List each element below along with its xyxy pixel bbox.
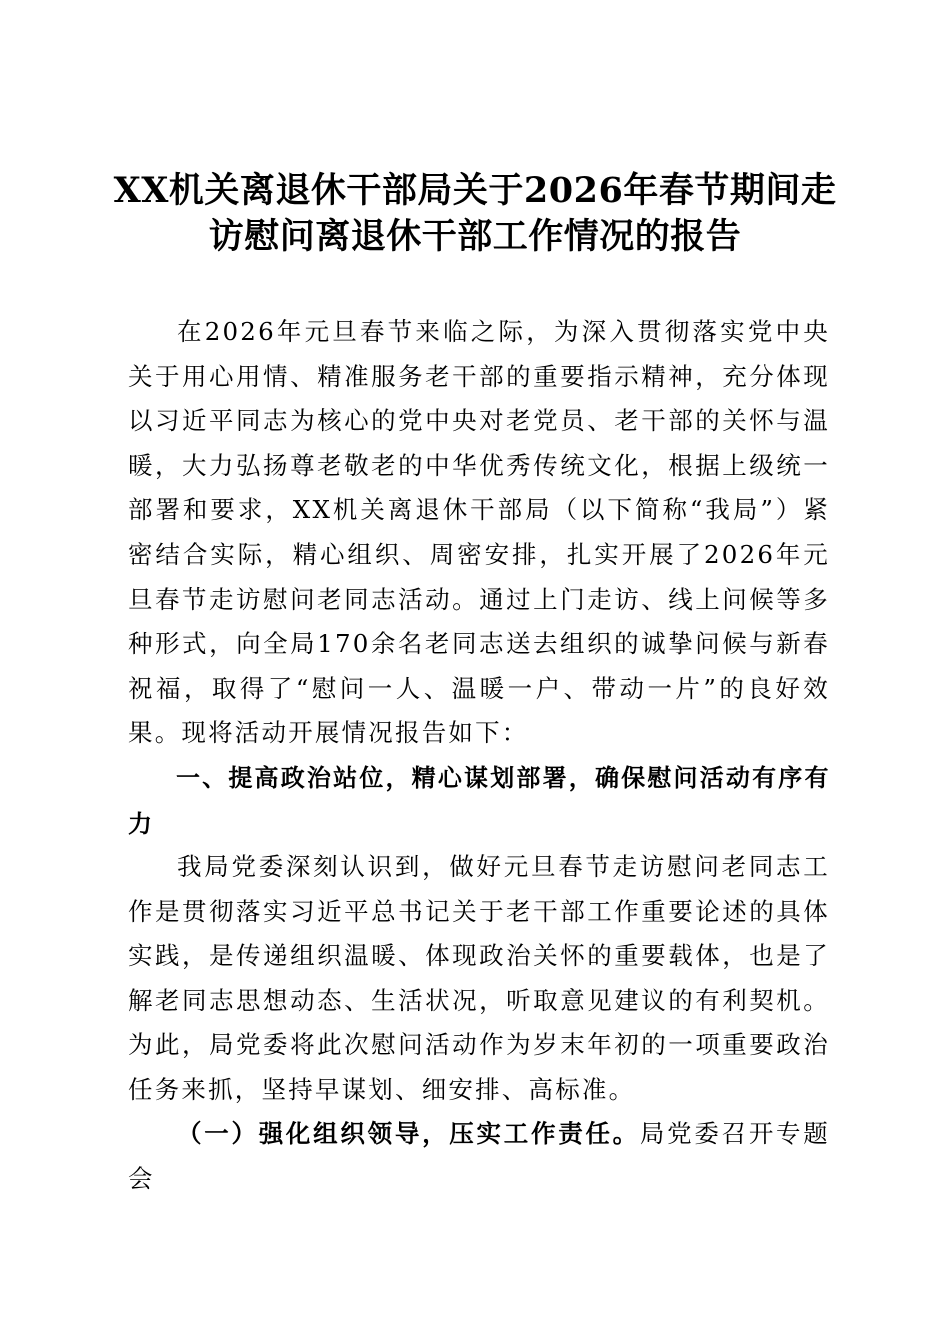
paragraph-section-1: 我局党委深刻认识到，做好元旦春节走访慰问老同志工作是贯彻落实习近平总书记关于老干部工作重要论述的具体实践，是传递组织温暖、体现政治关怀的重要载体，也是了解老同志思想动态、生活状况，听取意见建议的有利契机。为此，局党委将此次慰问活动作为岁末年初的一项重要政治任务来抓，坚持早谋划、细安排、高标准。 xyxy=(128,852,830,1104)
paragraph-subsection-1 xyxy=(128,1112,830,1201)
title-line-1: XX机关离退休干部局关于2026年春节期间走 xyxy=(113,170,837,211)
document-title xyxy=(110,168,840,260)
subsection-text: 局党委召开专题会 xyxy=(128,1119,830,1193)
paragraph-intro: 在2026年元旦春节来临之际，为深入贯彻落实党中央关于用心用情、精准服务老干部的重要指示精神，充分体现以习近平同志为核心的党中央对老党员、老干部的关怀与温暖，大力弘扬尊老敬老的中华优秀传统文化，根据上级统一部署和要求，XX机关离退休干部局（以下简称“我局”）紧密结合实际，精心组织、周密安排，扎实开展了2026年元旦春节走访慰问老同志活动。通过上门走访、线上问候等多种形式，向全局170余名老同志送去组织的诚挚问候与新春祝福，取得了“慰问一人、温暖一户、带动一片”的良好效果。现将活动开展情况报告如下： xyxy=(128,317,830,748)
subsection-heading: （一）强化组织领导，压实工作责任。 xyxy=(177,1119,640,1148)
title-line-2: 访慰问离退休干部工作情况的报告 xyxy=(208,216,742,257)
section-heading-1: 一、提高政治站位，精心谋划部署，确保慰问活动有序有力 xyxy=(128,764,830,838)
